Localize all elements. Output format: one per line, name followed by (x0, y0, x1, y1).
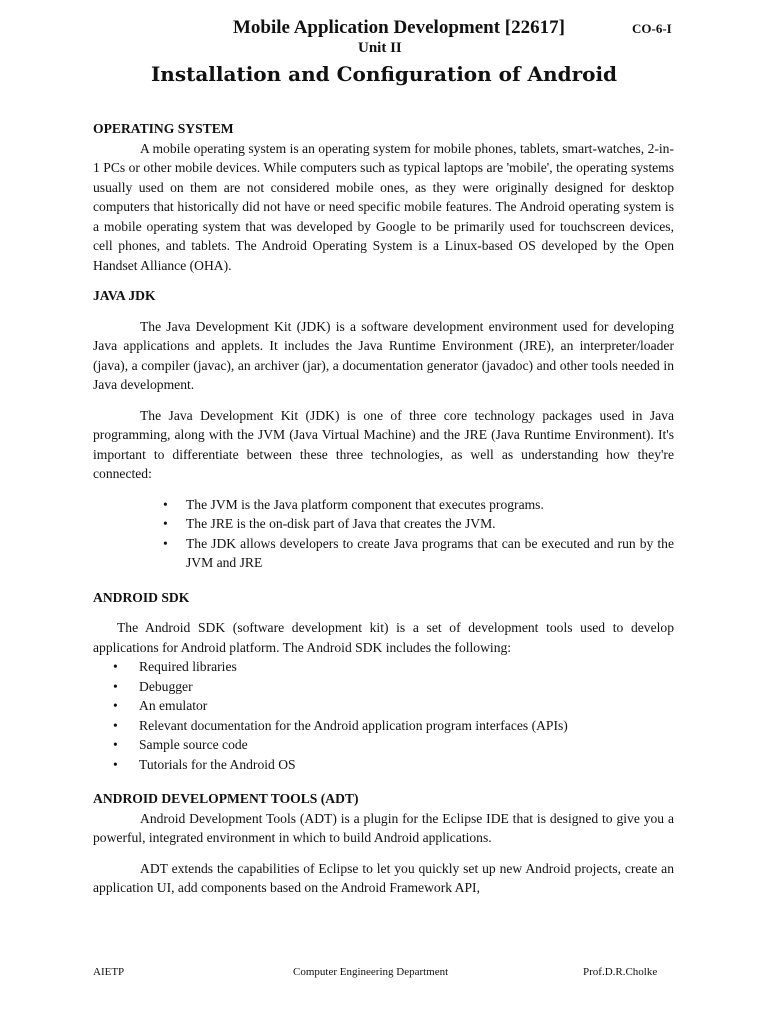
list-item: • The JVM is the Java platform component that executes programs. (163, 495, 674, 515)
section-paragraph: The Java Development Kit (JDK) is one of three core technology packages used in Java programming, along with the JVM (Java Virtual Machine) and the JRE (Java Runtime Environment). It's important to differentiate between these three technologies, as well as understanding how they're connected: (93, 407, 674, 481)
list-item: • Tutorials for the Android OS (93, 755, 674, 775)
section-heading: ANDROID SDK (93, 589, 190, 605)
footer-department: Computer Engineering Department (293, 966, 449, 978)
list-item: • Required libraries (93, 657, 674, 677)
section-heading: ANDROID DEVELOPMENT TOOLS (ADT) (93, 791, 359, 806)
section-paragraph: The Android SDK (software development kit) is a set of development tools used to develop applications for Android platform. The Android SDK includes the following: (93, 620, 674, 655)
section-paragraph: A mobile operating system is an operating system for mobile phones, tablets, smart-watches, 2-in-1 PCs or other mobile devices. While computers such as typical laptops are 'mobile', the operating systems usually used on them are not considered mobile ones, as they were originally designed for desktop computers that historically did not have or need specific mobile features. The Android operating system is a mobile operating system that was developed by Google to be primarily used for touchscreen devices, cell phones, and tablets. The Android Operating System is a Linux-based OS developed by the Open Handset Alliance (OHA). (93, 140, 674, 273)
course-code: CO-6-I (632, 21, 672, 36)
section-adt (93, 789, 674, 898)
section-heading: JAVA JDK (93, 288, 156, 303)
section-operating-system (93, 119, 674, 275)
section-paragraph: ADT extends the capabilities of Eclipse to let you quickly set up new Android projects, create an application UI, add components based on the Android Framework API, (93, 860, 674, 895)
section-paragraph: Android Development Tools (ADT) is a plugin for the Eclipse IDE that is designed to give you a powerful, integrated environment in which to build Android applications. (93, 810, 674, 845)
list-item: • Sample source code (93, 735, 674, 755)
section-paragraph: The Java Development Kit (JDK) is a software development environment used for developing Java applications and applets. It includes the Java Runtime Environment (JRE), an interpreter/loader (java), a compiler (javac), an archiver (jar), a documentation generator (javadoc) and other tools needed in Java development. (93, 318, 674, 392)
page-title: Installation and Configuration of Android (150, 62, 618, 86)
list-item: • The JRE is the on-disk part of Java that creates the JVM. (163, 514, 674, 534)
unit-label: Unit II (358, 40, 402, 56)
list-item: • Debugger (93, 677, 674, 697)
document-body (93, 119, 674, 898)
footer-institute: AIETP (93, 966, 125, 978)
section-heading: OPERATING SYSTEM (93, 121, 234, 136)
course-title: Mobile Application Development [22617] (233, 17, 565, 38)
sdk-bullet-list (93, 657, 674, 774)
jdk-bullet-list (163, 495, 674, 573)
section-java-jdk (93, 286, 674, 573)
list-item: • Relevant documentation for the Android application program interfaces (APIs) (93, 716, 674, 736)
list-item: • An emulator (93, 696, 674, 716)
section-android-sdk (93, 588, 674, 775)
footer-author: Prof.D.R.Cholke (583, 966, 658, 978)
list-item: • The JDK allows developers to create Java programs that can be executed and run by the JVM and JRE (163, 534, 674, 573)
